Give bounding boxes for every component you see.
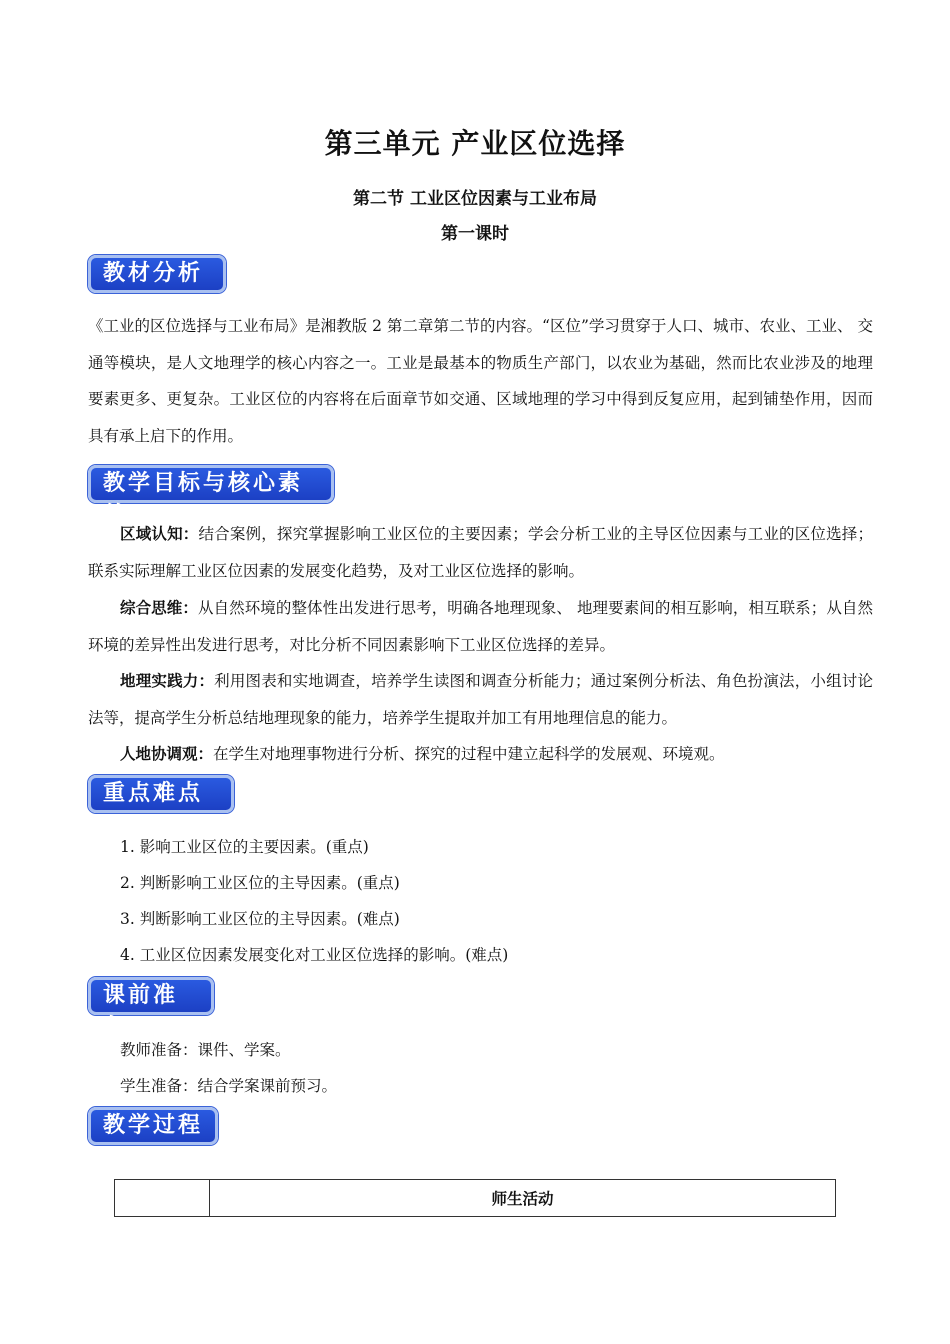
- keypoint-item: 4. 工业区位因素发展变化对工业区位选择的影响。(难点): [120, 946, 509, 964]
- goal-text: 从自然环境的整体性出发进行思考，明确各地理现象、 地理要素间的相互影响，相互联系；从自然环境的差异性出发进行思考，对比分析不同因素影响下工业区位选择的差异。: [88, 599, 873, 654]
- unit-title: 第三单元 产业区位选择: [324, 127, 626, 160]
- goal-item-practice: [88, 663, 873, 736]
- goal-text: 结合案例，探究掌握影响工业区位的主要因素；学会分析工业的主导区位因素与工业的区位选择；联系实际理解工业区位因素的发展变化趋势，及对工业区位选择的影响。: [88, 525, 873, 580]
- analysis-paragraph: 《工业的区位选择与工业布局》是湘教版 2 第二章第二节的内容。“区位”学习贯穿于人口、城市、农业、工业、 交通等模块，是人文地理学的核心内容之一。工业是最基本的物质生产部门，以农业为基础，然而比农业涉及的地理要素更多、更复杂。工业区位的内容将在后面章节如交通、区域地理的学习中得到反复应用，起到铺垫作用，因而具有承上启下的作用。: [88, 317, 873, 445]
- table-header-activity: 师生活动: [210, 1180, 836, 1217]
- table-row: [115, 1180, 836, 1217]
- goal-label: 地理实践力：: [120, 672, 215, 690]
- keypoint-item: 2. 判断影响工业区位的主导因素。(重点): [120, 874, 400, 892]
- badge-textbook-analysis: 教材分析: [88, 255, 226, 293]
- goal-label: 综合思维：: [120, 599, 198, 617]
- process-table: [114, 1179, 836, 1217]
- keypoint-item: 3. 判断影响工业区位的主导因素。(难点): [120, 910, 400, 928]
- goal-item-harmony: [88, 736, 873, 773]
- section-subtitle: 第二节 工业区位因素与工业布局: [353, 189, 597, 209]
- goal-label: 区域认知：: [120, 525, 199, 543]
- badge-teaching-goals: 教学目标与核心素养: [88, 465, 334, 503]
- keypoint-item: 1. 影响工业区位的主要因素。(重点): [120, 838, 369, 856]
- lesson-label: 第一课时: [441, 224, 509, 244]
- table-cell-empty: [115, 1180, 210, 1217]
- badge-teaching-process: 教学过程: [88, 1107, 218, 1145]
- goal-item-region: [88, 516, 873, 589]
- badge-preparation: 课前准备: [88, 977, 214, 1015]
- prep-student: 学生准备：结合学案课前预习。: [120, 1077, 338, 1095]
- badge-key-difficult-points: 重点难点: [88, 775, 234, 813]
- goal-text: 在学生对地理事物进行分析、探究的过程中建立起科学的发展观、环境观。: [213, 745, 725, 763]
- goal-text: 利用图表和实地调查，培养学生读图和调查分析能力；通过案例分析法、角色扮演法，小组讨论法等，提高学生分析总结地理现象的能力，培养学生提取并加工有用地理信息的能力。: [88, 672, 873, 727]
- goal-label: 人地协调观：: [120, 745, 214, 763]
- prep-teacher: 教师准备：课件、学案。: [120, 1041, 291, 1059]
- goal-item-synthesis: [88, 590, 873, 663]
